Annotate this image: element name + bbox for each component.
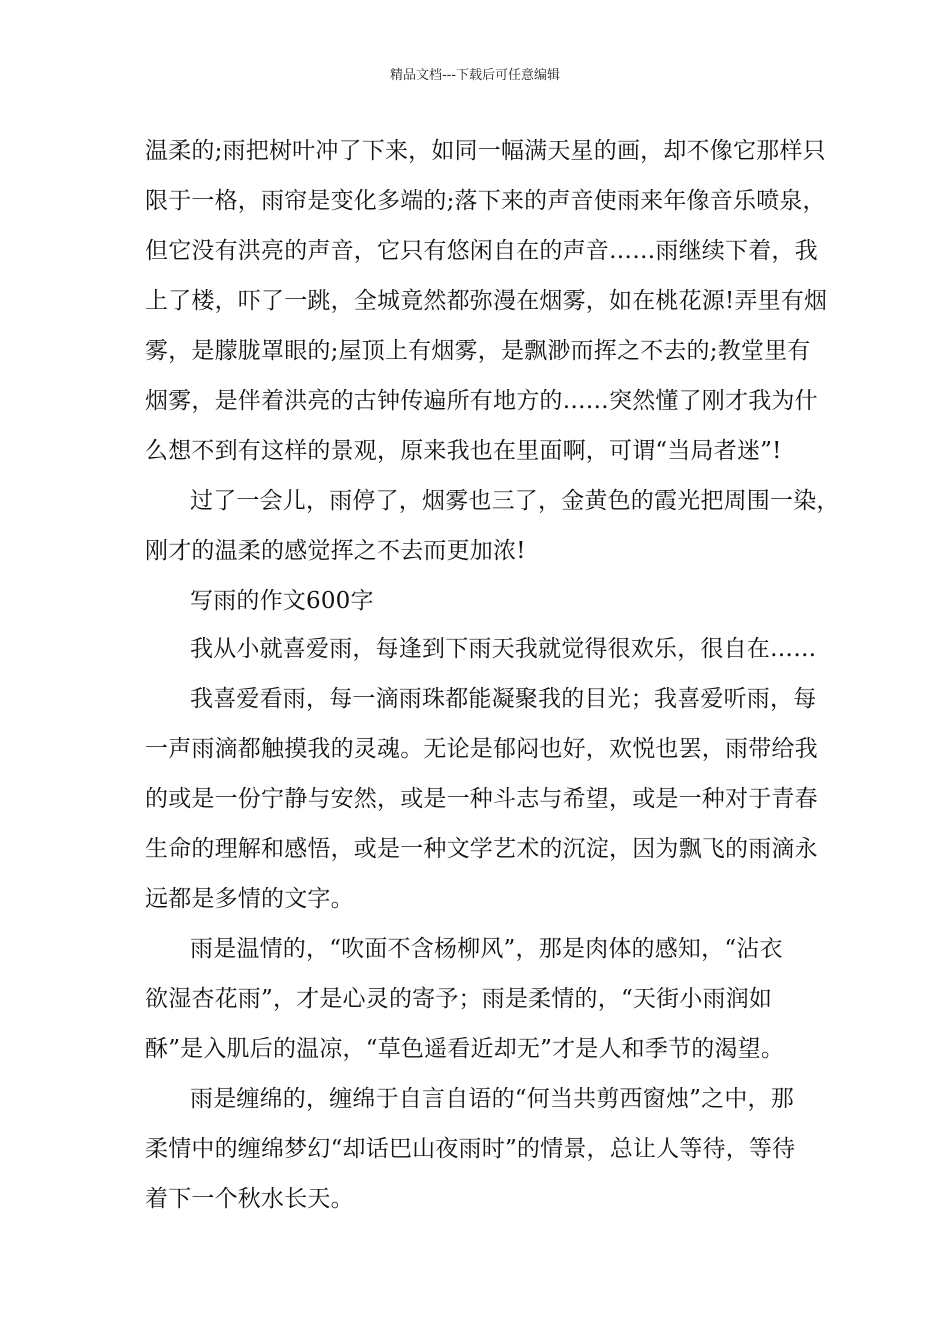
- text-line: 远都是多情的文字。: [145, 886, 354, 912]
- text-line: 么想不到有这样的景观，原来我也在里面啊，可谓“当局者迷”!: [145, 438, 782, 464]
- text-line: 雾，是朦胧罩眼的;屋顶上有烟雾，是飘渺而挥之不去的;教堂里有: [145, 338, 811, 364]
- text-line: 烟雾，是伴着洪亮的古钟传遍所有地方的……突然懂了刚才我为什: [145, 388, 818, 414]
- page-header: 精品文档---下载后可任意编辑: [389, 68, 561, 83]
- text-line: 酥”是入肌后的温凉，“草色遥看近却无”才是人和季节的渴望。: [145, 1036, 785, 1062]
- text-line: 生命的理解和感悟，或是一种文学艺术的沉淀，因为飘飞的雨滴永: [145, 836, 818, 862]
- text-line: 欲湿杏花雨”，才是心灵的寄予；雨是柔情的，“天街小雨润如: [145, 986, 773, 1012]
- text-line: 雨是温情的，“吹面不含杨柳风”，那是肉体的感知，“沾衣: [190, 936, 783, 962]
- text-line: 着下一个秋水长天。: [145, 1186, 354, 1212]
- text-line: 但它没有洪亮的声音，它只有悠闲自在的声音……雨继续下着，我: [145, 238, 818, 264]
- text-line: 我从小就喜爱雨，每逢到下雨天我就觉得很欢乐，很自在……: [190, 636, 817, 662]
- text-line: 限于一格，雨帘是变化多端的;落下来的声音使雨来年像音乐喷泉，: [145, 188, 826, 214]
- text-line: 刚才的温柔的感觉挥之不去而更加浓!: [145, 538, 526, 564]
- text-line: 过了一会儿，雨停了，烟雾也三了，金黄色的霞光把周围一染，: [190, 488, 840, 514]
- text-line: 柔情中的缠绵梦幻“却话巴山夜雨时”的情景，总让人等待，等待: [145, 1136, 796, 1162]
- text-line: 我喜爱看雨，每一滴雨珠都能凝聚我的目光；我喜爱听雨，每: [190, 686, 817, 712]
- section-title: 写雨的作文600字: [190, 588, 374, 614]
- text-line: 的或是一份宁静与安然，或是一种斗志与希望，或是一种对于青春: [145, 786, 818, 812]
- text-line: 雨是缠绵的，缠绵于自言自语的“何当共剪西窗烛”之中，那: [190, 1086, 794, 1112]
- text-line: 上了楼，吓了一跳，全城竟然都弥漫在烟雾，如在桃花源!弄里有烟: [145, 288, 828, 314]
- text-line: 一声雨滴都触摸我的灵魂。无论是郁闷也好，欢悦也罢，雨带给我: [145, 736, 818, 762]
- text-line: 温柔的;雨把树叶冲了下来，如同一幅满天星的画，却不像它那样只: [145, 138, 826, 164]
